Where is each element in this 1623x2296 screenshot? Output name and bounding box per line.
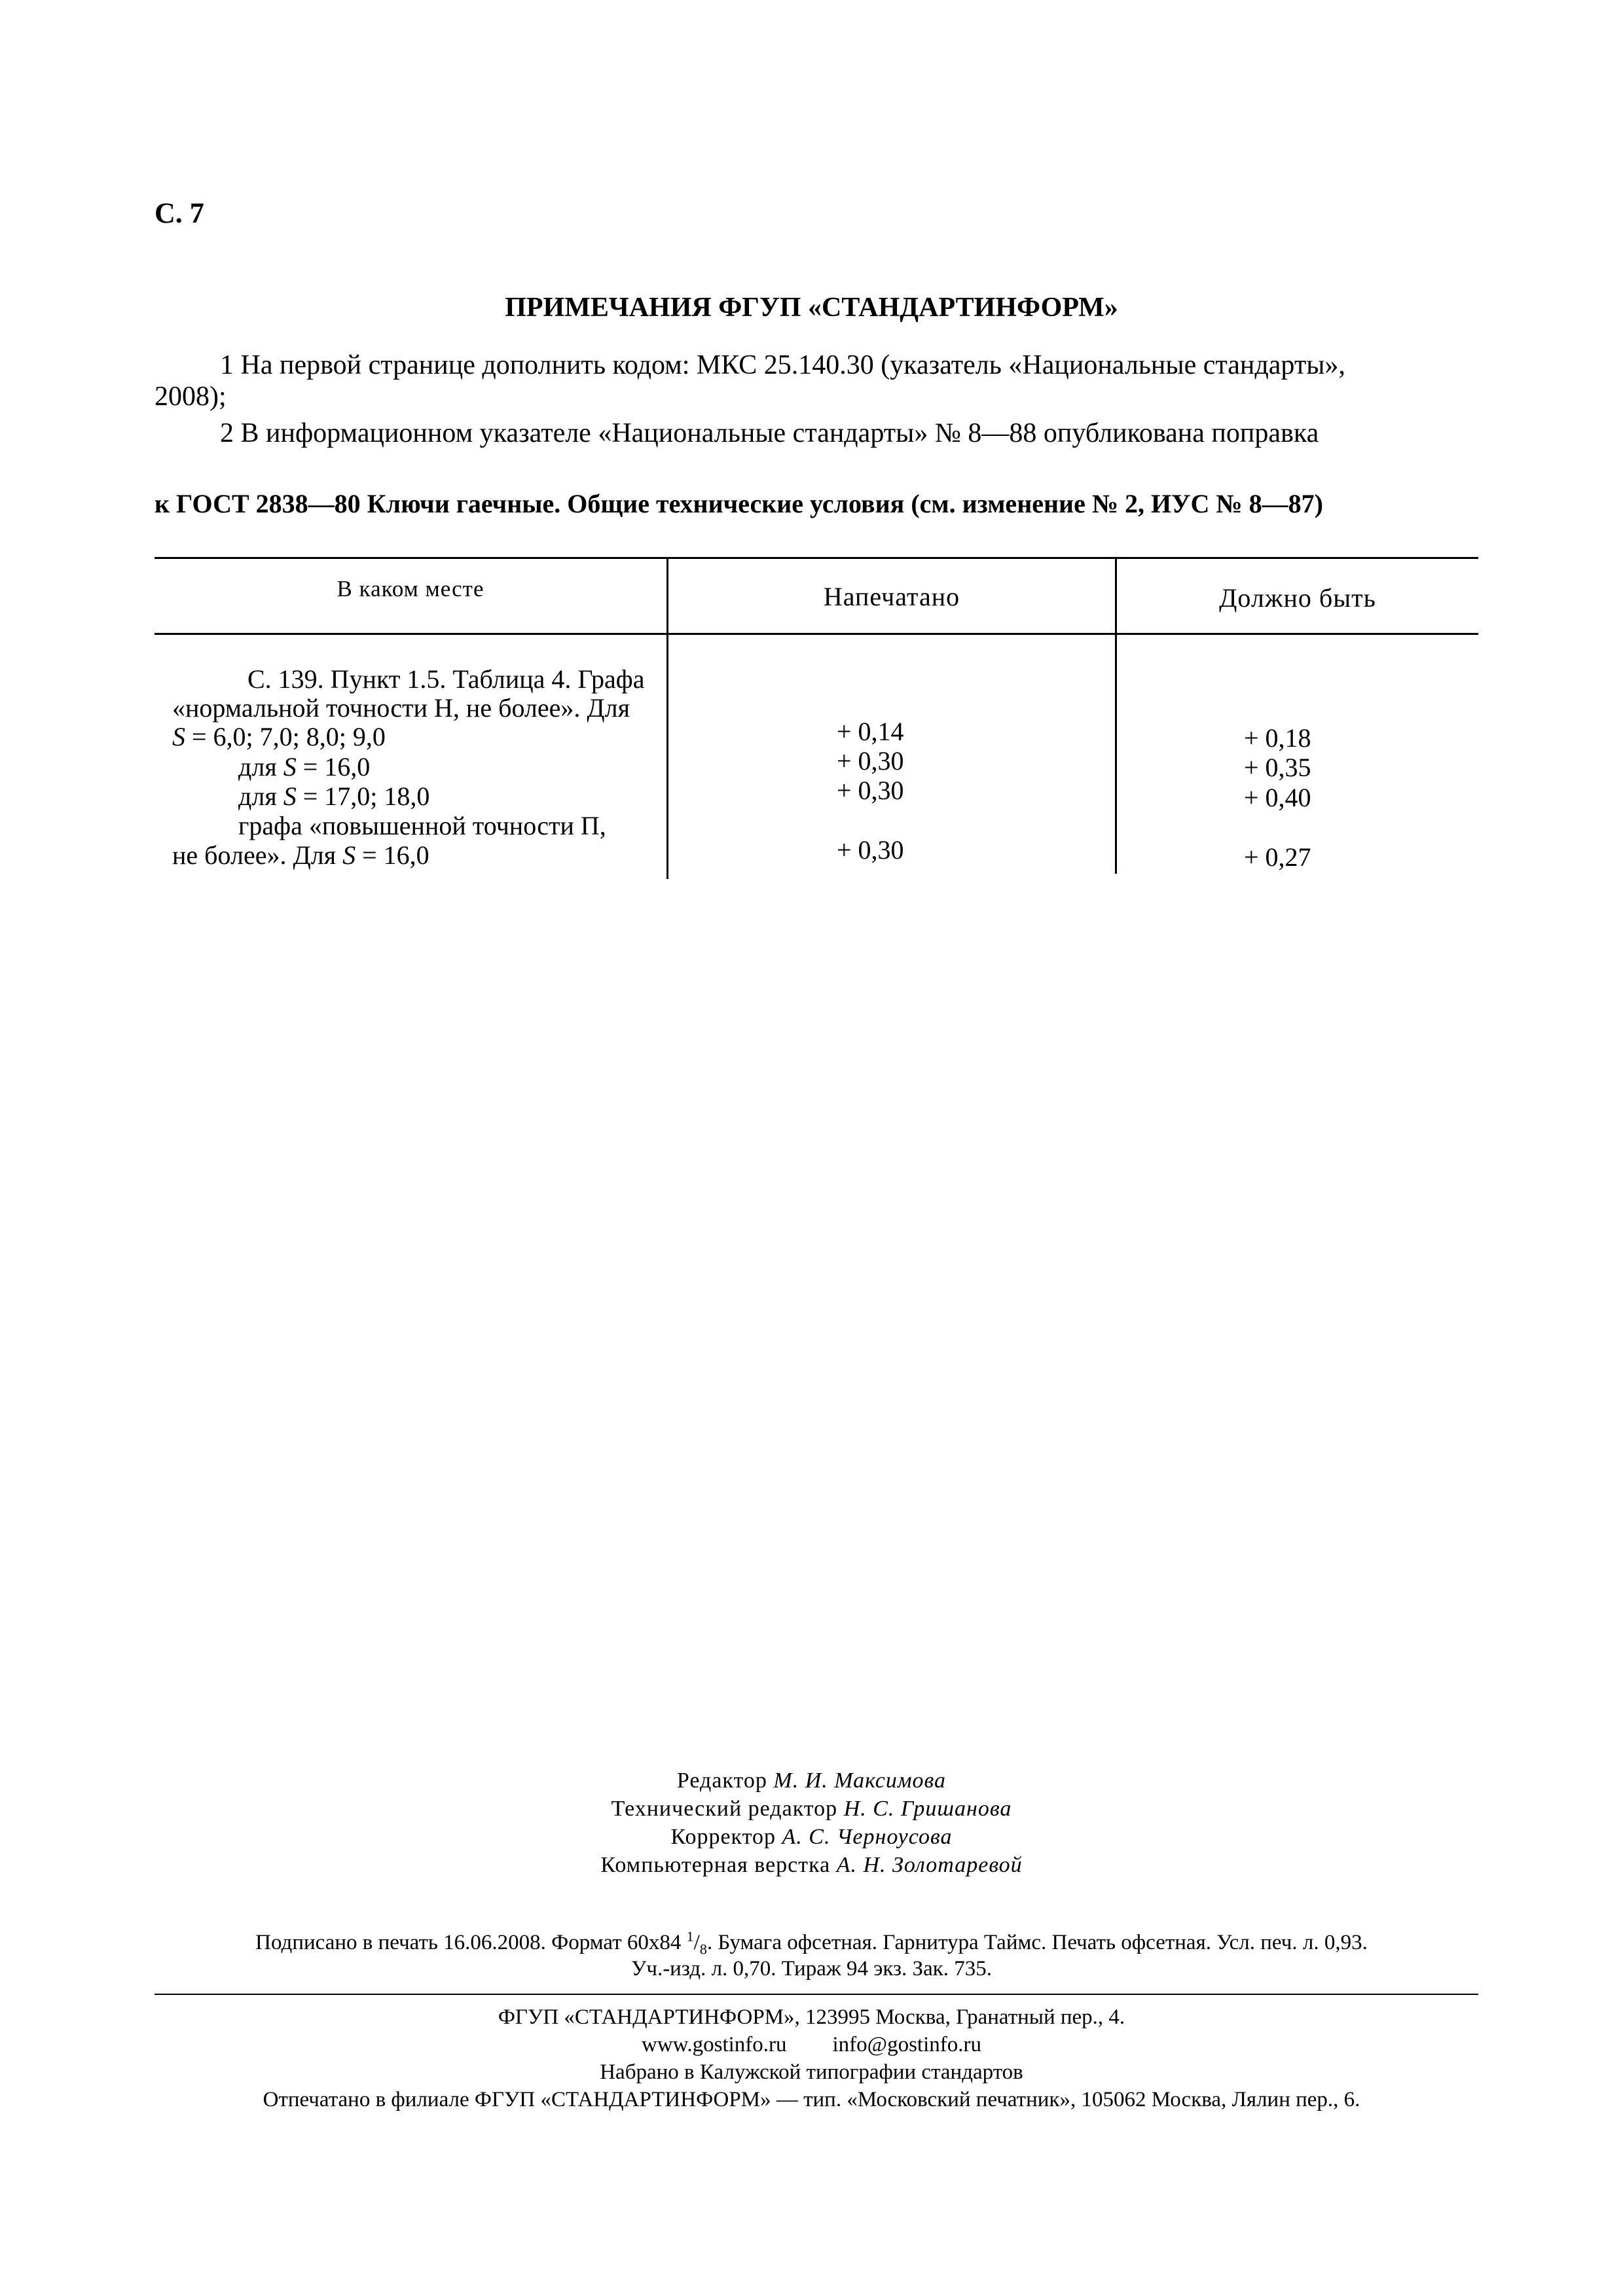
printed-value: + 0,14 [837,717,904,746]
contacts [0,2033,1623,2057]
note-1-line-1: 1 На первой странице дополнить кодом: МКС 25.140.30 (указатель «Национальные стандарты», [220,350,1345,380]
credit-tech-editor: Технический редактор Н. С. Гришанова [611,1797,1012,1821]
place-line: «нормальной точности Н, не более». Для [172,693,630,723]
credit-editor: Редактор М. И. Максимова [676,1768,947,1793]
symbol-s: S [283,781,297,811]
place-line: S = 6,0; 7,0; 8,0; 9,0 [172,722,386,751]
header-printed: Напечатано [823,582,960,611]
correction-title: к ГОСТ 2838—80 Ключи гаечные. Общие технические условия (см. изменение № 2, ИУС № 8—87) [155,489,1323,518]
corrected-value: + 0,35 [1244,753,1311,782]
publisher-address: ФГУП «СТАНДАРТИНФОРМ», 123995 Москва, Гранатный пер., 4. [498,2005,1125,2029]
place-line: для S = 17,0; 18,0 [238,781,430,811]
printed-value: + 0,30 [837,835,904,865]
place-line: для S = 16,0 [238,752,371,781]
table-top-rule [155,557,1478,559]
symbol-s: S [342,840,356,870]
imprint-divider [155,1994,1478,1995]
note-2: 2 В информационном указателе «Национальные стандарты» № 8—88 опубликована поправка [220,418,1319,448]
credit-layout: Компьютерная верстка А. Н. Золотаревой [600,1853,1023,1877]
printed-value: + 0,30 [837,776,904,805]
place-line: графа «повышенной точности П, [238,811,606,840]
corrected-value: + 0,40 [1244,783,1311,812]
publication-line-1: Подписано в печать 16.06.2008. Формат 60x84 $^1/_8$. Бумага офсетная. Гарнитура Таймс. Печать офсетная. Усл. печ. л. 0,93. [255,1928,1368,1958]
website-link: www.gostinfo.ru [642,2033,787,2056]
credit-proofreader: Корректор А. С. Черноусова [670,1825,953,1849]
typeset-info: Набрано в Калужской типографии стандартов [600,2060,1023,2084]
publication-line-2: Уч.-изд. л. 0,70. Тираж 94 экз. Зак. 735. [630,1957,992,1981]
table-header-rule [155,633,1478,635]
printed-value: + 0,30 [837,746,904,776]
place-line: С. 139. Пункт 1.5. Таблица 4. Графа [247,664,645,694]
symbol-s: S [283,752,297,781]
corrected-value: + 0,18 [1244,723,1311,753]
page-number: С. 7 [155,197,204,229]
symbol-s: S [172,722,185,751]
place-line: не более». Для S = 16,0 [172,840,429,870]
corrected-value: + 0,27 [1244,842,1311,872]
email-link: info@gostinfo.ru [832,2033,981,2056]
header-should-be: Должно быть [1219,583,1376,613]
header-place: В каком месте [337,576,484,601]
note-1-line-2: 2008); [155,382,227,412]
notes-title: ПРИМЕЧАНИЯ ФГУП «СТАНДАРТИНФОРМ» [505,293,1118,323]
printed-info: Отпечатано в филиале ФГУП «СТАНДАРТИНФОРМ» — тип. «Московский печатник», 105062 Москва, Лялин пер., 6. [263,2088,1360,2111]
